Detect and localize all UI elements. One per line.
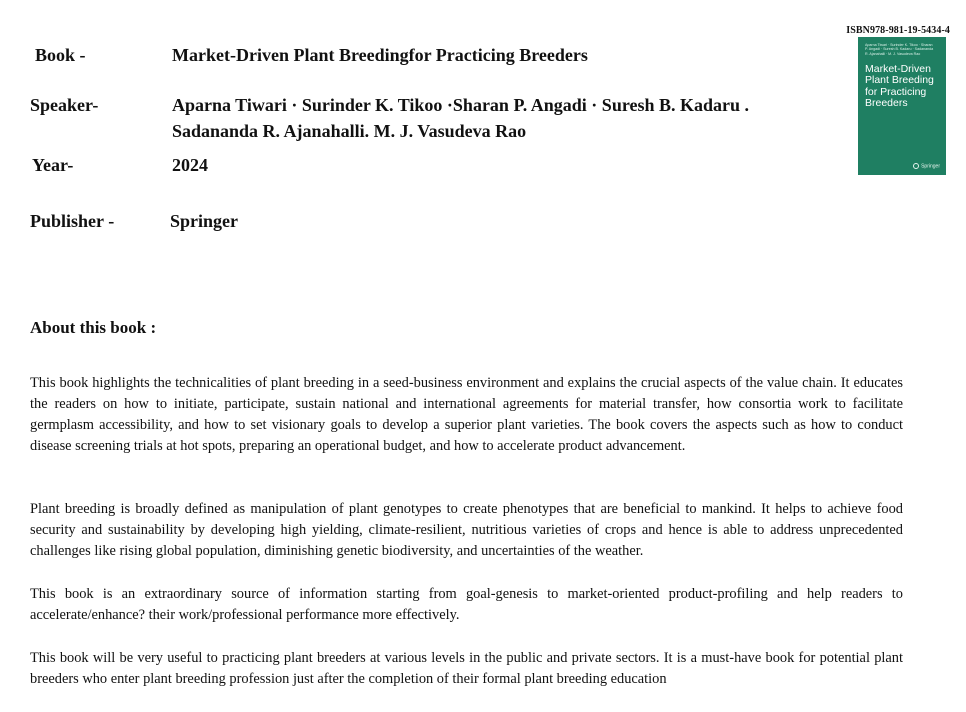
- about-heading: About this book :: [30, 318, 157, 337]
- about-paragraph-4: This book will be very useful to practicing plant breeders at various levels in the public and private sectors. It is a must-have book for potential plant breeders who enter plant breeding profession just after the completion of their formal plant breeding education: [30, 650, 903, 687]
- speaker-names-line-1: Aparna Tiwari · Surinder K. Tikoo ·Sharan P. Angadi · Suresh B. Kadaru .: [172, 95, 750, 115]
- publisher-value: Springer: [170, 211, 239, 231]
- about-paragraph-3: This book is an extraordinary source of information starting from goal-genesis to market-oriented product-profiling and help readers to accelerate/enhance? their work/professional performance more effectively.: [30, 586, 903, 623]
- cover-publisher-name: Springer: [921, 163, 940, 169]
- book-label: Book -: [35, 45, 86, 65]
- cover-title: Market-Driven Plant Breeding for Practicing Breeders: [865, 62, 934, 110]
- about-paragraph-1: This book highlights the technicalities of plant breeding in a seed-business environment and explains the crucial aspects of the value chain. It educates the readers on how to initiate, participate, sustain national and international agreements for material transfer, how consortia work to facilitate germplasm accessibility, and how to set visionary goals to develop a superior plant varieties. The book covers the aspects such as how to conduct disease screening trials at hot spots, preparing an operational budget, and how to accelerate product advancement.: [30, 375, 903, 454]
- cover-authors: Aparna Tiwari · Surinder K. Tikoo · Sharan P. Angadi · Suresh B. Kadaru · Sadananda R. Ajanahalli · M. J. Vasudeva Rao: [865, 43, 934, 56]
- year-value: 2024: [172, 155, 208, 175]
- springer-logo-icon: [913, 163, 919, 169]
- year-label: Year-: [32, 155, 74, 175]
- cover-publisher: [913, 163, 940, 169]
- book-cover-image: [858, 37, 946, 175]
- speaker-names-line-2: Sadananda R. Ajanahalli. M. J. Vasudeva Rao: [172, 121, 527, 141]
- speaker-label: Speaker-: [30, 95, 99, 115]
- isbn-label: ISBN978-981-19-5434-4: [846, 25, 950, 36]
- publisher-label: Publisher -: [30, 211, 115, 231]
- book-title: Market-Driven Plant Breedingfor Practicing Breeders: [172, 45, 588, 65]
- about-paragraph-2: Plant breeding is broadly defined as manipulation of plant genotypes to create phenotypes that are beneficial to mankind. It helps to achieve food security and sustainability by developing high yielding, climate-resilient, nutritious varieties of crops and hence is able to address unprecedented challenges like rising global population, diminishing genetic biodiversity, and uncertainties of the weather.: [30, 501, 903, 559]
